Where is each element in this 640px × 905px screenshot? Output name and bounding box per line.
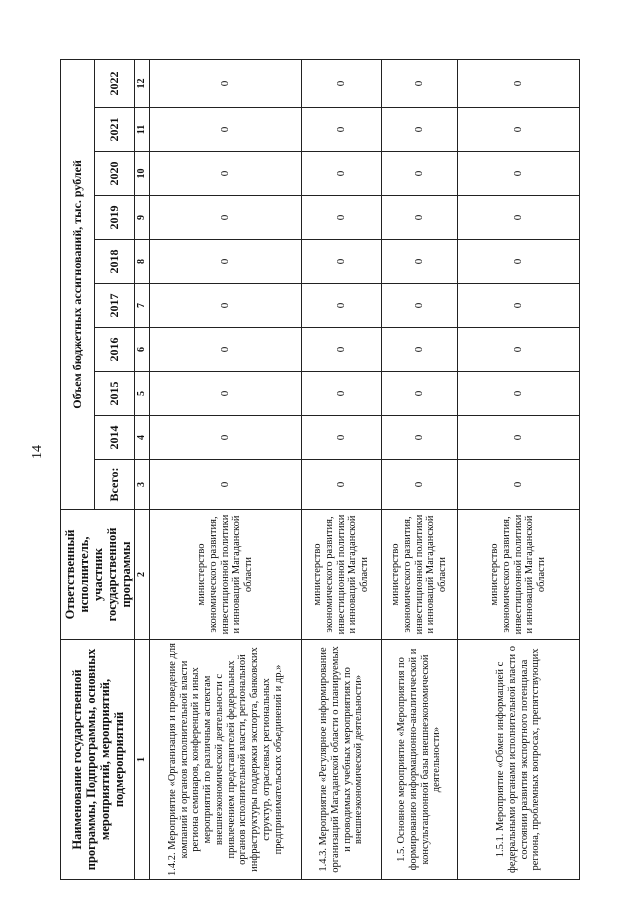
header-year: 2016 (95, 328, 135, 372)
column-number: 10 (135, 152, 150, 196)
value-cell: 0 (302, 328, 382, 372)
value-cell: 0 (382, 328, 458, 372)
column-number: 1 (135, 640, 150, 880)
page-number: 14 (30, 445, 45, 459)
value-cell: 0 (302, 416, 382, 460)
value-cell: 0 (458, 460, 580, 510)
header-year: 2015 (95, 372, 135, 416)
rotated-table-container (60, 60, 580, 880)
row-name: 1.4.2. Мероприятие «Организация и проведение для компаний и органов исполнительной власти региона семинаров, конференций и иных мероприятий по различным аспектам внешнеэкономической деятельности с привлечением представителей федеральных органов исполнительной власти, региональной инфраструктуры поддержки экспорта, банковских структур, отраслевых региональных предпринимательских объединений и др.» (150, 640, 302, 880)
row-name: 1.4.3. Мероприятие «Регулярное информирование организаций Магаданской области о планируемых и проводимых учебных мероприятиях по внешнеэкономической деятельности» (302, 640, 382, 880)
column-number: 2 (135, 510, 150, 640)
budget-table (60, 59, 580, 880)
column-number: 4 (135, 416, 150, 460)
table-row (302, 59, 382, 879)
value-cell: 0 (458, 284, 580, 328)
value-cell: 0 (382, 416, 458, 460)
column-number: 8 (135, 240, 150, 284)
header-budget: Объем бюджетных ассигнований, тыс. рублей (61, 59, 95, 509)
value-cell: 0 (150, 284, 302, 328)
row-name: 1.5. Основное мероприятие «Мероприятия по формированию информационно-аналитической и консультационной базы внешнеэкономической деятельности» (382, 640, 458, 880)
value-cell: 0 (150, 328, 302, 372)
value-cell: 0 (382, 196, 458, 240)
header-year: 2021 (95, 108, 135, 152)
value-cell: 0 (382, 152, 458, 196)
column-number: 11 (135, 108, 150, 152)
header-year: 2020 (95, 152, 135, 196)
header-row-top (61, 59, 95, 879)
header-total: Всего: (95, 460, 135, 510)
value-cell: 0 (302, 196, 382, 240)
value-cell: 0 (382, 372, 458, 416)
table-row (382, 59, 458, 879)
row-name: 1.5.1. Мероприятие «Обмен информацией с федеральными органами исполнительной власти о состоянии развития экспортного потенциала региона, проблемных вопросах, препятствующих (458, 640, 580, 880)
value-cell: 0 (302, 59, 382, 107)
value-cell: 0 (150, 372, 302, 416)
value-cell: 0 (302, 284, 382, 328)
value-cell: 0 (150, 416, 302, 460)
value-cell: 0 (150, 152, 302, 196)
table-row (150, 59, 302, 879)
value-cell: 0 (458, 196, 580, 240)
value-cell: 0 (382, 59, 458, 107)
column-number-row (135, 59, 150, 879)
value-cell: 0 (302, 460, 382, 510)
column-number: 12 (135, 59, 150, 107)
value-cell: 0 (382, 108, 458, 152)
value-cell: 0 (382, 284, 458, 328)
value-cell: 0 (458, 59, 580, 107)
column-number: 7 (135, 284, 150, 328)
value-cell: 0 (302, 108, 382, 152)
value-cell: 0 (458, 328, 580, 372)
value-cell: 0 (458, 372, 580, 416)
value-cell: 0 (302, 240, 382, 284)
header-year: 2018 (95, 240, 135, 284)
value-cell: 0 (458, 108, 580, 152)
value-cell: 0 (150, 240, 302, 284)
row-responsible: министерство экономического развития, инвестиционной политики и инноваций Магаданской области (150, 510, 302, 640)
value-cell: 0 (382, 460, 458, 510)
value-cell: 0 (150, 196, 302, 240)
value-cell: 0 (458, 240, 580, 284)
row-responsible: министерство экономического развития, инвестиционной политики и инноваций Магаданской области (458, 510, 580, 640)
value-cell: 0 (302, 372, 382, 416)
value-cell: 0 (382, 240, 458, 284)
table-row (458, 59, 580, 879)
column-number: 5 (135, 372, 150, 416)
column-number: 3 (135, 460, 150, 510)
column-number: 6 (135, 328, 150, 372)
row-responsible: министерство экономического развития, инвестиционной политики и инноваций Магаданской области (302, 510, 382, 640)
value-cell: 0 (458, 416, 580, 460)
row-responsible: министерство экономического развития, инвестиционной политики и инноваций Магаданской области (382, 510, 458, 640)
header-year: 2017 (95, 284, 135, 328)
value-cell: 0 (458, 152, 580, 196)
header-year: 2019 (95, 196, 135, 240)
header-responsible: Ответственный исполнитель, участник государственной программы (61, 510, 135, 640)
column-number: 9 (135, 196, 150, 240)
value-cell: 0 (150, 108, 302, 152)
value-cell: 0 (302, 152, 382, 196)
header-name: Наименование государственной программы, Подпрограммы, основных мероприятий, мероприятий, подмероприятий (61, 640, 135, 880)
value-cell: 0 (150, 59, 302, 107)
header-year: 2022 (95, 59, 135, 107)
value-cell: 0 (150, 460, 302, 510)
header-year: 2014 (95, 416, 135, 460)
